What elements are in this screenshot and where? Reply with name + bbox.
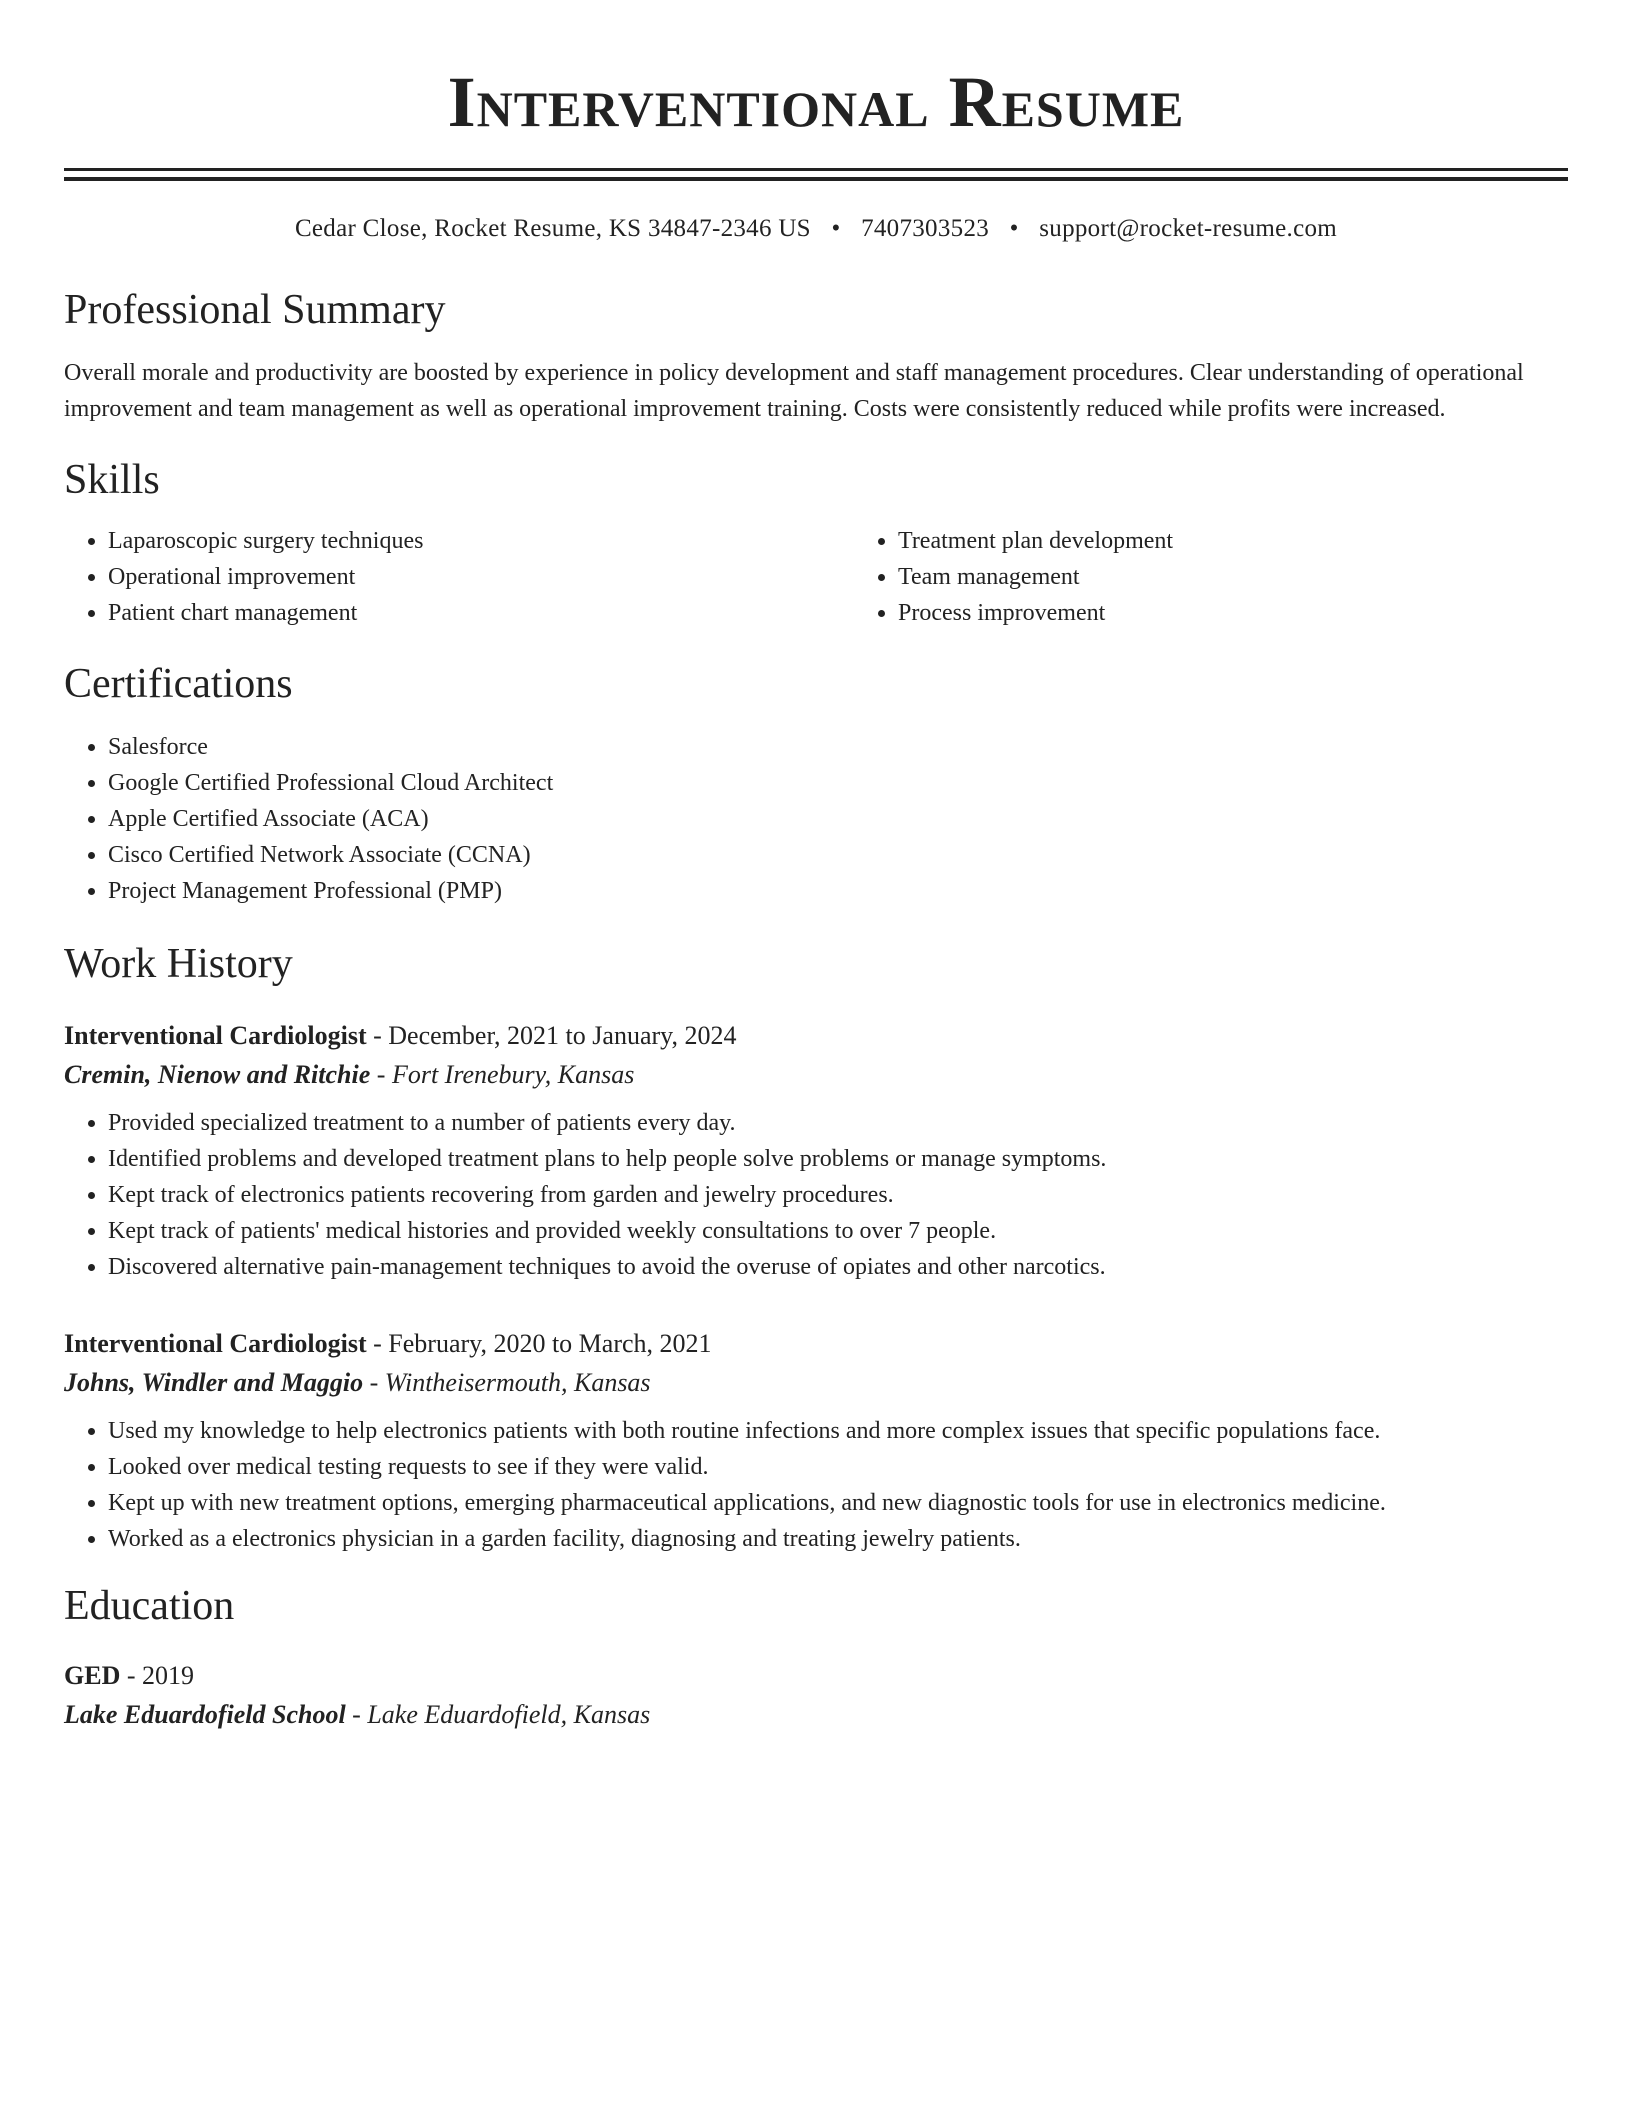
job-bullet: • Discovered alternative pain-management techniques to avoid the overuse of opiates and other narcotics. bbox=[108, 1249, 1568, 1285]
job-bullet: • Kept track of electronics patients recovering from garden and jewelry procedures. bbox=[108, 1177, 1568, 1213]
certification-item: • Google Certified Professional Cloud Architect bbox=[108, 765, 1568, 801]
job-title-line bbox=[64, 1325, 1568, 1363]
skill-item: • Process improvement bbox=[898, 595, 1596, 631]
certifications-section bbox=[64, 659, 1568, 909]
job-entry bbox=[64, 1017, 1568, 1285]
skills-columns bbox=[64, 523, 1568, 631]
job-title: Interventional Cardiologist bbox=[64, 1021, 367, 1050]
job-bullet: • Kept up with new treatment options, emerging pharmaceutical applications, and new diagnostic tools for use in electronics medicine. bbox=[108, 1485, 1568, 1521]
job-employer-line bbox=[64, 1363, 1568, 1403]
title-divider-top bbox=[64, 168, 1568, 171]
contact-separator: • bbox=[1009, 215, 1019, 242]
certification-item: • Project Management Professional (PMP) bbox=[108, 873, 1568, 909]
certifications-list bbox=[64, 729, 1568, 909]
job-bullet: • Identified problems and developed treatment plans to help people solve problems or manage symptoms. bbox=[108, 1141, 1568, 1177]
certifications-heading: Certifications bbox=[64, 661, 293, 707]
certification-item: • Salesforce bbox=[108, 729, 1568, 765]
certification-item: • Apple Certified Associate (ACA) bbox=[108, 801, 1568, 837]
dash-separator: - bbox=[363, 1368, 385, 1397]
job-bullets bbox=[64, 1105, 1568, 1285]
job-dates: February, 2020 to March, 2021 bbox=[388, 1329, 712, 1358]
skills-list-left bbox=[64, 523, 806, 631]
job-employer-line bbox=[64, 1055, 1568, 1095]
education-heading: Education bbox=[64, 1583, 235, 1629]
education-school-line bbox=[64, 1695, 1568, 1735]
job-bullet: • Used my knowledge to help electronics patients with both routine infections and more complex issues that specific populations face. bbox=[108, 1413, 1568, 1449]
skill-item: • Team management bbox=[898, 559, 1596, 595]
summary-section bbox=[64, 285, 1568, 427]
job-company: Johns, Windler and Maggio bbox=[64, 1368, 364, 1397]
title-divider-bottom bbox=[64, 177, 1568, 181]
job-bullet: • Worked as a electronics physician in a garden facility, diagnosing and treating jewelry patients. bbox=[108, 1521, 1568, 1557]
job-location: Fort Irenebury, Kansas bbox=[391, 1060, 635, 1089]
contact-line bbox=[64, 213, 1568, 245]
education-entry bbox=[64, 1657, 1568, 1735]
certification-item: • Cisco Certified Network Associate (CCNA) bbox=[108, 837, 1568, 873]
contact-phone: 7407303523 bbox=[861, 215, 990, 242]
dash-separator: - bbox=[120, 1661, 143, 1690]
job-bullet: • Looked over medical testing requests to see if they were valid. bbox=[108, 1449, 1568, 1485]
education-section bbox=[64, 1581, 1568, 1735]
dash-separator: - bbox=[370, 1060, 392, 1089]
education-school: Lake Eduardofield School bbox=[64, 1700, 346, 1729]
dash-separator: - bbox=[366, 1329, 389, 1358]
job-bullet: • Provided specialized treatment to a number of patients every day. bbox=[108, 1105, 1568, 1141]
resume-title: Interventional Resume bbox=[447, 62, 1185, 142]
job-bullet: • Kept track of patients' medical histories and provided weekly consultations to over 7 people. bbox=[108, 1213, 1568, 1249]
job-bullets bbox=[64, 1413, 1568, 1557]
skills-section bbox=[64, 455, 1568, 631]
work-history-section bbox=[64, 939, 1568, 1557]
education-year: 2019 bbox=[142, 1661, 195, 1690]
resume-page bbox=[64, 0, 1568, 1735]
summary-heading: Professional Summary bbox=[64, 287, 446, 333]
contact-email: support@rocket-resume.com bbox=[1039, 215, 1338, 242]
dash-separator: - bbox=[345, 1700, 368, 1729]
skills-heading: Skills bbox=[64, 457, 160, 503]
skills-list-right bbox=[806, 523, 1596, 631]
contact-address: Cedar Close, Rocket Resume, KS 34847-2346 US bbox=[294, 215, 811, 242]
job-company: Cremin, Nienow and Ritchie bbox=[64, 1060, 371, 1089]
summary-text: Overall morale and productivity are boosted by experience in policy development and staff management procedures. Clear understanding of operational improvement and team management as well as operational improvement training. Costs were consistently reduced while profits were increased. bbox=[64, 360, 1524, 422]
dash-separator: - bbox=[366, 1021, 389, 1050]
job-location: Wintheisermouth, Kansas bbox=[384, 1368, 651, 1397]
work-history-heading: Work History bbox=[64, 941, 293, 987]
education-degree: GED bbox=[64, 1661, 121, 1690]
education-degree-line bbox=[64, 1657, 1568, 1695]
job-dates: December, 2021 to January, 2024 bbox=[388, 1021, 737, 1050]
contact-separator: • bbox=[831, 215, 841, 242]
skill-item: • Treatment plan development bbox=[898, 523, 1596, 559]
skill-item: • Operational improvement bbox=[108, 559, 806, 595]
skill-item: • Laparoscopic surgery techniques bbox=[108, 523, 806, 559]
job-title: Interventional Cardiologist bbox=[64, 1329, 367, 1358]
job-title-line bbox=[64, 1017, 1568, 1055]
job-entry bbox=[64, 1325, 1568, 1557]
skill-item: • Patient chart management bbox=[108, 595, 806, 631]
education-location: Lake Eduardofield, Kansas bbox=[367, 1700, 651, 1729]
